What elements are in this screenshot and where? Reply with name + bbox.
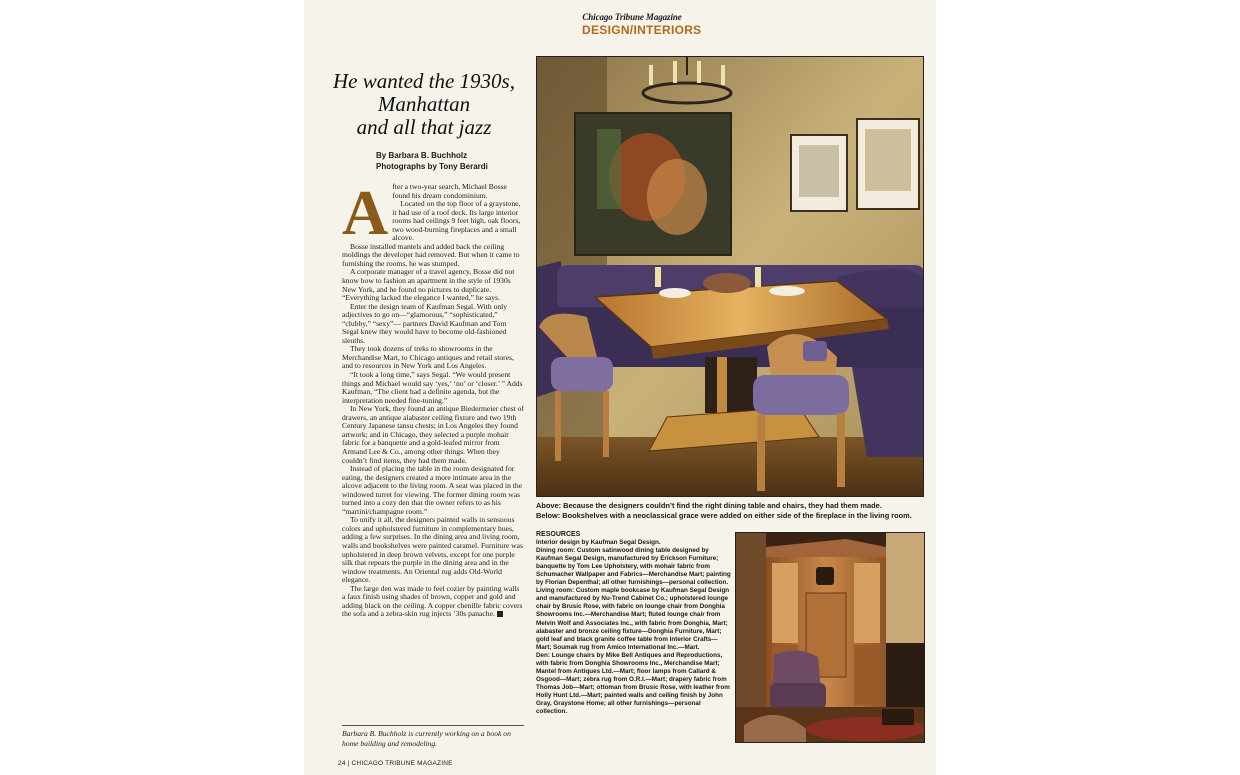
headline-line-1: He wanted the 1930s, [333,69,515,93]
article-paragraph: They took dozens of treks to showrooms in the Merchandise Mart, to Chicago antiques and retail stores, and to resources in New York and Los Angeles. [342,344,514,371]
bookshelf-illustration [736,533,925,743]
drop-cap: A [342,177,389,248]
byline [376,150,488,172]
page-folio: 24 | CHICAGO TRIBUNE MAGAZINE [338,760,453,767]
headline-line-3: and all that jazz [356,115,492,139]
resources-item: Interior design by Kaufman Segal Design. [536,539,661,547]
article-paragraph: Located on the top floor of a graystone, it had use of a roof deck. Its large interior rooms had ceilings 9 feet high, oak floors, two wood-burning fireplaces and a small alcove. [392,199,521,243]
article-paragraph: In New York, they found an antique Biedermeier chest of drawers, an antique alabaster ceiling fixture and two 19th Century Japanese tansu chests; in Los Angeles they found artwork; and in Chicago, they selected a purple mohair fabric for a banquette and a gold-leafed mirror from Armand Lee & Co., among other things. When they couldn’t find items, they had them made. [342,404,524,465]
living-room-photo [735,532,925,743]
headline-line-2: Manhattan [377,92,471,116]
article-body [342,177,524,619]
headline [324,70,524,139]
caption-below: Below: Bookshelves with a neoclassical grace were added on either side of the fireplace in the living room. [536,511,912,520]
article-paragraph: To unify it all, the designers painted walls in sensuous colors and upholstered furniture in complementary hues, adding a few surprises. In the dining area and living room, walls and bookshelves were painted caramel. Furniture was upholstered in deep brown velvets, except for one purple silk that repeats the purple in the dining area and in the window treatments. An Oriental rug adds Old-World elegance. [342,515,523,585]
photo-credit: Photographs by Tony Berardi [376,162,488,171]
bio-divider [342,725,524,726]
resources-item: Dining room: Custom satinwood dining table designed by Kaufman Segal Design, manufactured by Erickson Furniture; banquette by Tom Lee Upholstery, with mohair fabric from Schumacher Wallpaper and Fabrics—Merchandise Mart; painting by Florian Depenthal; all other furnishings—personal collection. [536,547,731,587]
section-label: DESIGN/INTERIORS [582,23,702,37]
article-paragraph: A corporate manager of a travel agency, Bosse did not know how to fashion an apartment in the style of 1930s New York, and he found no pictures to duplicate. “Everything lacked the elegance I wanted,” he says. [342,267,515,303]
author-credit: By Barbara B. Buchholz [376,151,468,160]
resources-box [536,531,732,716]
article-paragraph: Instead of placing the table in the room designated for eating, the designers created a more intimate area in the alcove adjacent to the living room. A seat was placed in the windowed turret for viewing. The former dining room was turned into a cozy den that the owner refers to as his “martini/champagne room.” [342,464,523,516]
caption-above: Above: Because the designers couldn’t find the right dining table and chairs, they had them made. [536,501,882,510]
magazine-page [304,0,936,775]
dining-room-photo [536,56,924,497]
dining-room-illustration [537,57,924,497]
author-bio: Barbara B. Buchholz is currently working on a book on home building and remodeling. [342,729,511,748]
resources-item: Living room: Custom maple bookcase by Kaufman Segal Design and manufactured by Nu-Trend Cabinet Co.; upholstered lounge chair by Brusic Rose, with fabric on lounge chair from Donghia Showrooms Inc.—Merchandise Mart; fluted lounge chair from Melvin Wolf and Associates Inc., with fabric from Donghia, Mart; alabaster and bronze ceiling fixture—Donghia Furniture, Mart; gold leaf and black granite coffee table from Interior Crafts—Mart; Soumak rug from Amico International Inc.—Mart. [536,587,730,651]
masthead [582,12,702,37]
article-paragraph-last [342,585,524,619]
photo-caption [536,501,928,521]
resources-item: Den: Lounge chairs by Mike Bell Antiques and Reproductions, with fabric from Donghia Showrooms Inc., Merchandise Mart; Mantel from Antiques Ltd.—Mart; floor lamps from Callard & Osgood—Mart; zebra rug from O.R.I.—Mart; drapery fabric from Thomas Job—Mart; ottoman from Brusic Rose, with leather from Holly Hunt Ltd.—Mart; painted walls and ceiling finish by John Gray, Graystone Home; all other furnishings—personal collection. [536,651,730,716]
publication-name: Chicago Tribune Magazine [582,12,682,22]
article-paragraph: “It took a long time,” says Segal. “We would present things and Michael would say ‘yes,’ ‘no’ or ‘closer.’ ” Adds Kaufman, “The client had a definite agenda, but the interpretation needed fine-tuning.” [342,370,523,405]
article-paragraph: Enter the design team of Kaufman Segal. With only adjectives to go on—“glamorous,” “sophisticated,” “clubby,” “sexy”— partners David Kaufman and Tom Segal knew they would have to become old-fashioned sleuths. [342,301,508,345]
article-paragraph: fter a two-year search, Michael Bosse found his dream condominium. [392,182,507,200]
resources-heading: RESOURCES [536,531,581,538]
end-mark-icon [497,611,503,617]
article-paragraph: Bosse installed mantels and added back the ceiling moldings the developer had removed. But when it came to furnishing the rooms, he was stumped. [342,241,520,268]
last-paragraph-text: The large den was made to feel cozier by painting walls a faux finish using shades of brown, copper and gold and adding black on the ceiling. A copper chenille fabric covers the sofa and a zebra-skin rug injects ’30s panache. [342,583,523,619]
